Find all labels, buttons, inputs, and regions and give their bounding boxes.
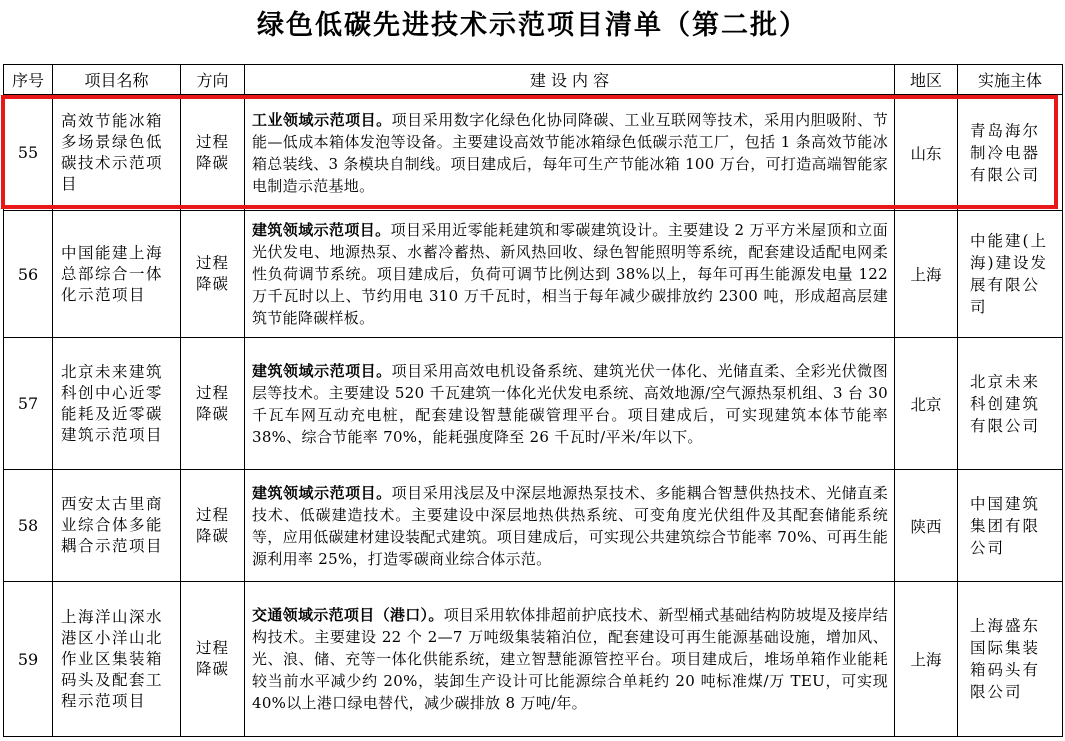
direction [181,211,245,338]
header-content: 建 设 内 容 [245,65,895,95]
table-header-row [4,65,1063,95]
region: 上海 [895,582,958,737]
direction-text: 过程降碳 [195,639,229,678]
direction-text: 过程降碳 [195,132,229,172]
domain-label: 工业领域示范项目。 [252,110,392,129]
organization: 青岛海尔制冷电器有限公司 [958,95,1063,211]
region: 上海 [895,211,958,338]
content-cell [245,211,895,338]
table-row [4,338,1063,470]
organization: 中国建筑集团有限公司 [958,470,1063,582]
domain-label: 建筑领域示范项目。 [252,483,392,502]
region: 山东 [895,95,958,211]
content-text: 项目采用数字化绿色化协同降碳、工业互联网等技术，采用内胆吸附、节能—低成本箱体发泡等设备。主要建设高效节能冰箱绿色低碳示范工厂，包括 1 条高效节能冰箱总装线、3 条模块自制线。项目建成后，每年可生产节能冰箱 100 万台，可打造高端智能家电制造示范基地。 [252,110,888,195]
content-text: 项目采用高效电机设备系统、建筑光伏一体化、光储直柔、全彩光伏微图层等技术。主要建设 520 千瓦建筑一体化光伏发电系统、高效地源/空气源热泵机组、3 台 30 千瓦车网互动充电桩，配套建设智慧能碳管理平台。项目建成后，可实现建筑本体节能率 38%、综合节能率 70%，能耗强度降至 26 千瓦时/平米/年以下。 [252,361,888,446]
organization: 北京未来科创建筑有限公司 [958,338,1063,470]
page-title: 绿色低碳先进技术示范项目清单（第二批） [257,10,808,41]
table-row [4,211,1063,338]
direction-text: 过程降碳 [195,505,229,545]
header-org: 实施主体 [958,65,1063,95]
table-row [4,95,1063,211]
header-name: 项目名称 [53,65,181,95]
direction [181,582,245,737]
region: 北京 [895,338,958,470]
row-no: 56 [4,211,53,338]
direction [181,470,245,582]
content-cell [245,470,895,582]
domain-label: 建筑领域示范项目。 [252,221,391,239]
content-text: 项目采用近零能耗建筑和零碳建筑设计。主要建设 2 万平方米屋顶和立面光伏发电、地源热泵、水蓄冷蓄热、新风热回收、绿色智能照明等系统，配套建设适配电网柔性负荷调节系统。项目建成后，负荷可调节比例达到 38%以上，每年可再生能源发电量 122 万千瓦时以上、节约用电 310 万千瓦时，相当于每年减少碳排放约 2300 吨，形成超高层建筑节能降碳样板。 [252,221,888,327]
organization: 中能建(上海)建设发展有限公司 [958,211,1063,338]
row-no: 59 [4,582,53,737]
content-text: 项目采用浅层及中深层地源热泵技术、多能耦合智慧供热技术、光储直柔技术、低碳建造技术。主要建设中深层地热供热系统、可变角度光伏组件及其配套储能系统等，应用低碳建材建设装配式建筑。项目建成后，可实现公共建筑综合节能率 70%、可再生能源利用率 25%，打造零碳商业综合体示范。 [252,483,889,568]
content-cell [245,582,895,737]
project-name: 西安太古里商业综合体多能耦合示范项目 [53,470,181,582]
project-table [3,64,1063,737]
project-name: 中国能建上海总部综合一体化示范项目 [53,211,181,338]
domain-label: 建筑领域示范项目。 [252,361,392,380]
table-row [4,470,1063,582]
project-name: 北京未来建筑科创中心近零能耗及近零碳建筑示范项目 [53,338,181,470]
header-direction: 方向 [181,65,245,95]
project-name: 上海洋山深水港区小洋山北作业区集装箱码头及配套工程示范项目 [53,582,181,737]
row-no: 57 [4,338,53,470]
table-row [4,582,1063,737]
header-region: 地区 [895,65,958,95]
row-no: 58 [4,470,53,582]
direction [181,338,245,470]
domain-label: 交通领域示范项目（港口）。 [252,606,444,624]
content-text: 项目采用软体排超前护底技术、新型桶式基础结构防坡堤及接岸结构技术。主要建设 22 个 2—7 万吨级集装箱泊位，配套建设可再生能源基础设施，增加风、光、浪、储、充等一体化供能系统，建立智慧能源管控平台。项目建成后，堆场单箱作业能耗较当前水平减少约 20%，装卸生产设计可比能源综合单耗约 20 吨标准煤/万 TEU，可实现 40%以上港口绿电替代，减少碳排放 8 万吨/年。 [252,606,888,712]
content-cell [245,95,895,211]
direction-text: 过程降碳 [195,254,229,293]
header-no: 序号 [4,65,53,95]
region: 陕西 [895,470,958,582]
direction [181,95,245,211]
direction-text: 过程降碳 [195,383,229,423]
organization: 上海盛东国际集装箱码头有限公司 [958,582,1063,737]
project-name: 高效节能冰箱多场景绿色低碳技术示范项目 [53,95,181,211]
content-cell [245,338,895,470]
row-no: 55 [4,95,53,211]
